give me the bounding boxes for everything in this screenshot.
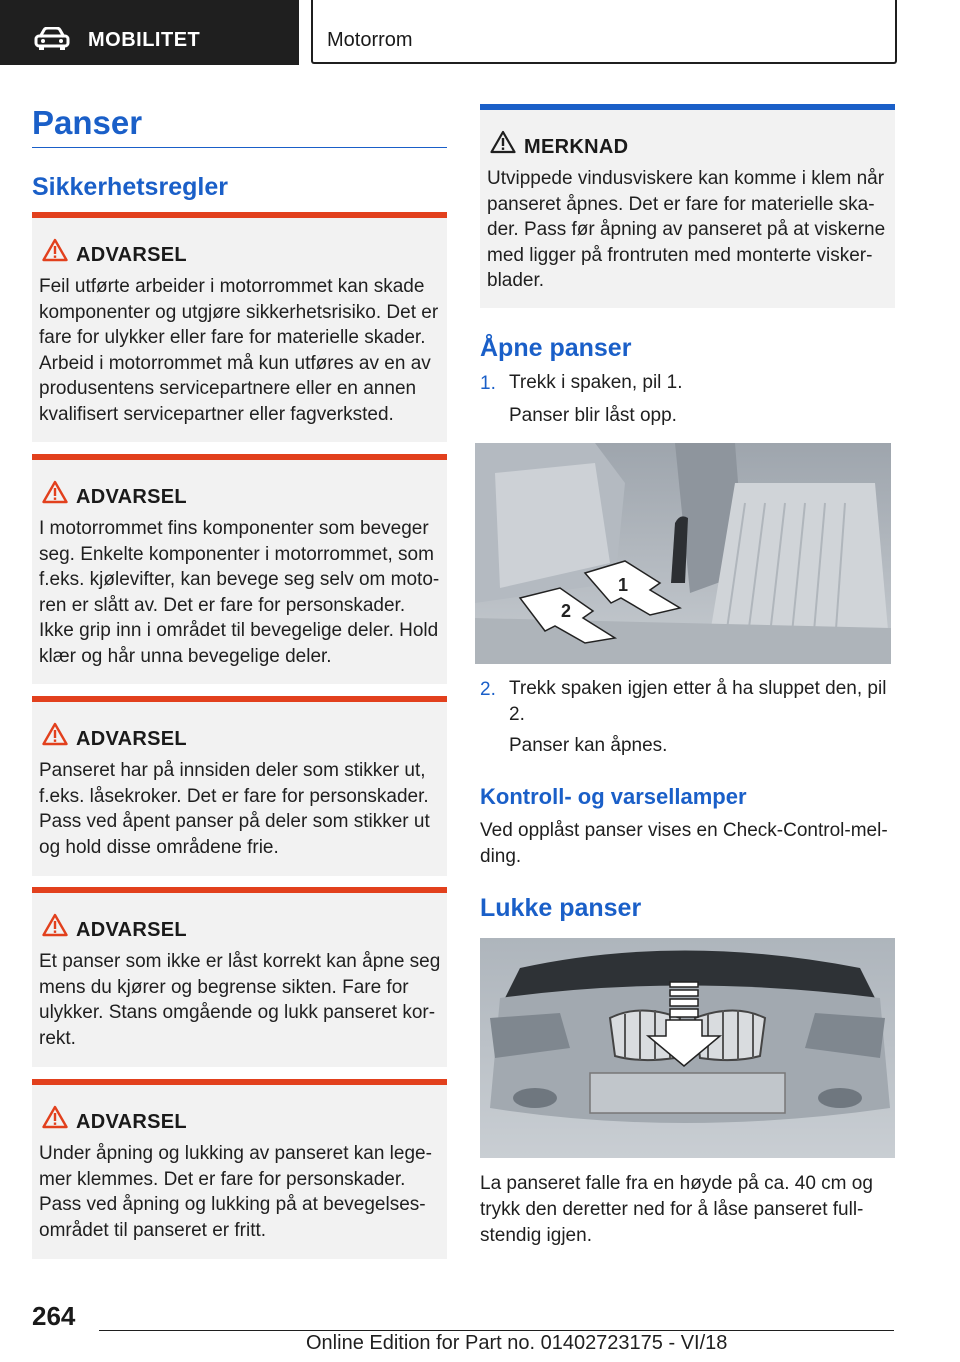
step-text: Trekk spaken igjen etter å ha sluppet den, pil 2. [509,678,887,725]
warning-text: Under åpning og lukking av panseret kan legemer klemmes. Det er fare for personskader. Pass ved åpning og lukking på at bevegelsesområdet til panseret er fritt. [39,1143,432,1241]
step-number: 1. [480,373,496,394]
warning-triangle-icon [42,480,68,504]
warning-label: ADVARSEL [76,486,187,508]
page-number: 264 [32,1301,76,1331]
warning-triangle-icon [42,913,68,937]
note-text: Utvippede vindusviskere kan komme i klem når panseret åpnes. Det er fare for materielle skader. Pass før åpning av panseret på at viskerne med ligger på frontruten med monterte viskerblader. [487,168,886,291]
warning-box [32,454,447,684]
lamps-text: Ved opplåst panser vises en Check-Control-melding. [480,820,888,867]
title-rule [32,147,447,148]
close-hood-heading: Lukke panser [480,894,642,922]
warning-triangle-icon [42,722,68,746]
warning-triangle-icon [42,1105,68,1129]
warning-box [32,887,447,1067]
lamps-heading: Kontroll- og varsellamper [480,784,747,809]
warning-text: Et panser som ikke er låst korrekt kan åpne seg mens du kjører og begrense sikten. Fare for ulykker. Stans omgående og lukk panseret korrekt. [39,951,441,1049]
section-tab[interactable] [0,0,299,65]
step-result: Panser blir låst opp. [509,405,677,426]
step-number: 2. [480,679,496,700]
warning-box [32,1079,447,1259]
footer-edition: Online Edition for Part no. 01402723175 - VI/18 [306,1332,728,1354]
arrow-label-2: 2 [561,601,572,621]
warning-text: Feil utførte arbeider i motorrommet kan skade komponenter og utgjøre sikkerhetsrisiko. Det er fare for ulykker eller fare for materielle skader. Arbeid i motorrommet må kun utføres av en av produsentens servicepartnere eller en annen kvalifisert servicepartner eller fagverksted. [39,276,439,425]
warning-label: ADVARSEL [76,244,187,266]
warning-label: ADVARSEL [76,728,187,750]
hood-release-lever-figure [475,443,891,664]
warning-text: I motorrommet fins komponenter som beveger seg. Enkelte komponenter i motorrommet, som f.eks. kjølevifter, kan bevege seg selv om motoren er slått av. Det er fare for personskader. Ikke grip inn i området til bevegelige deler. Hold klær og hår unna bevegelige deler. [39,518,440,667]
open-hood-heading: Åpne panser [480,334,632,362]
warning-label: ADVARSEL [76,919,187,941]
step-result: Panser kan åpnes. [509,735,668,756]
warning-label: ADVARSEL [76,1111,187,1133]
section-subtitle: Sikkerhetsregler [32,173,228,201]
note-box [480,104,895,308]
warning-triangle-icon [42,238,68,262]
close-hood-figure [480,938,895,1158]
close-hood-text: La panseret falle fra en høyde på ca. 40 cm og trykk den deretter ned for å låse panseret fullstendig igjen. [480,1173,873,1246]
note-label: MERKNAD [524,136,629,158]
page-title: Panser [32,104,143,141]
warning-text: Panseret har på innsiden deler som stikker ut, f.eks. låsekroker. Det er fare for personskader. Pass ved åpent panser på deler som stikker ut og hold disse områdene frie. [39,760,430,858]
car-icon [34,27,70,51]
chapter-label: Motorrom [327,29,413,51]
footer-rule [99,1330,894,1331]
section-label: MOBILITET [88,29,201,51]
warning-box [32,696,447,876]
step-text: Trekk i spaken, pil 1. [509,372,683,393]
warning-triangle-icon [490,130,516,154]
chapter-tab[interactable] [311,0,897,64]
warning-box [32,212,447,442]
arrow-label-1: 1 [618,575,629,595]
